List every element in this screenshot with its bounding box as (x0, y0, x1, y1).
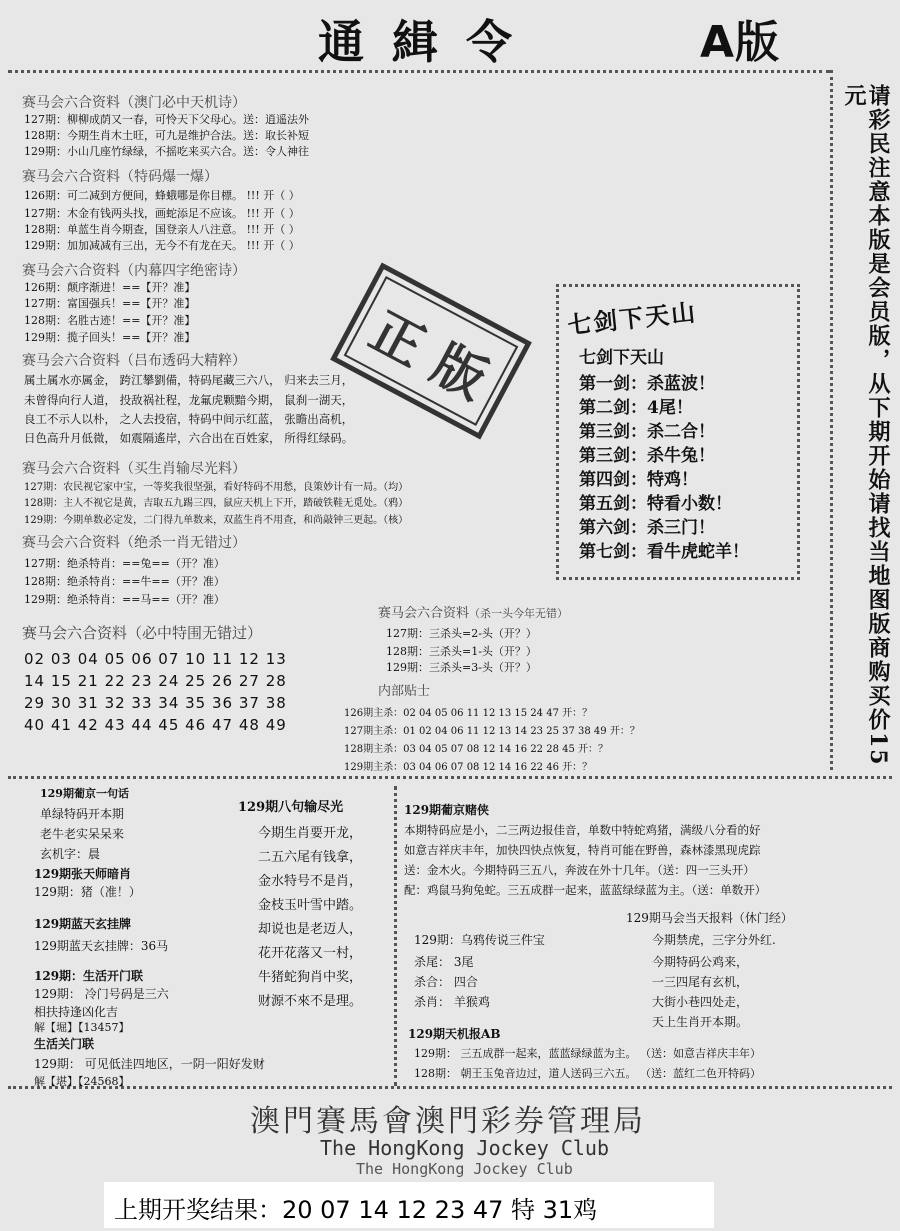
list-item: 杀尾： 3尾 (414, 955, 474, 969)
list-item: 127期：三杀头=2-头（开？） (386, 627, 537, 640)
section-title: 生活关门联 (34, 1037, 95, 1051)
list-item: 第三剑：杀牛兔！ (579, 446, 715, 466)
section-title: 赛马会六合资料（必中特围无错过） (22, 624, 263, 642)
list-item: 金枝玉叶雪中踏。 (258, 898, 363, 913)
list-item: 第二剑：4尾！ (579, 398, 693, 418)
list-item: 财源不來不是理。 (258, 994, 363, 1009)
list-item: 天上生肖开本期。 (652, 1015, 749, 1029)
list-item: 129期： 可见低洼四地区，一阴一阳好发财 (34, 1057, 265, 1071)
list-item: 129期： 三五成群一起来，蓝蓝绿绿蓝为主。 （送：如意吉祥庆丰年） (414, 1047, 761, 1060)
list-item: 129期：猪（准！） (34, 885, 141, 899)
section-title: 129期葡京赌侠 (404, 803, 490, 817)
list-item: 126期：颠序渐进！==【开？准】 (24, 281, 196, 294)
list-item: 杀肖： 羊猴鸡 (414, 995, 490, 1009)
list-item: 129期：今期单数必定发，二门得九单数来，双蓝生肖不用查，和尚敲钟三更起。（核） (24, 515, 409, 526)
list-item: 128期：名胜古迹！==【开？准】 (24, 314, 196, 327)
list-item: 128期： 朝王玉兔音边过，道人送码三六五。 （送：蓝红二色开特码） (414, 1067, 761, 1080)
list-item: 129期：三杀头=3-头（开？） (386, 661, 537, 674)
section-title: 129期张天师暗肖 (34, 867, 132, 881)
list-item: 129期主杀：03 04 06 07 08 12 14 16 22 46 开：？ (344, 762, 593, 773)
list-item: 金水特号不是肖， (258, 874, 363, 889)
number-row: 29 30 31 32 33 34 35 36 37 38 (24, 694, 287, 712)
list-item: 今期生肖要开龙， (258, 826, 363, 841)
number-row: 14 15 21 22 23 24 25 26 27 28 (24, 672, 287, 690)
list-item: 相扶持逢凶化吉 (34, 1005, 119, 1019)
section-title: 赛马会六合资料（绝杀一肖无错过） (22, 535, 246, 551)
seven-swords-box (556, 284, 800, 580)
list-item: 良工不示人以朴， 之人去投宿，特码中间示红蓝， 张瞻出高机， (24, 412, 354, 426)
list-item: 解【堪】【24568】 (34, 1075, 130, 1088)
list-item: 配：鸡鼠马狗兔蛇。三五成群一起来，蓝蓝绿绿蓝为主。（送：单数开） (404, 883, 767, 897)
edition-label: A版 (700, 17, 781, 68)
list-item: 今期禁虎，三字分外红. (652, 933, 776, 947)
list-item: 一三四尾有玄机， (652, 975, 749, 989)
section-title: 赛马会六合资料（吕布透码大精粹） (22, 353, 246, 369)
list-item: 送：金木火。今期特码三五八，奔波在外十几年。（送：四一三头开） (404, 863, 755, 877)
section-title: 内部贴士 (378, 684, 431, 699)
stamp-text: 正 版 (344, 276, 519, 426)
list-item: 126期主杀：02 04 05 06 11 12 13 15 24 47 开：？ (344, 708, 593, 719)
list-item: 杀合： 四合 (414, 975, 478, 989)
section-title: 赛马会六合资料（内幕四字绝密诗） (22, 263, 246, 279)
list-item: 玄机字：晨 (40, 847, 101, 861)
swords-logo: 七剑下天山 (566, 297, 699, 340)
list-item: 127期：绝杀特肖：==兔==（开？准） (24, 557, 225, 570)
list-item: 二五六尾有钱拿， (258, 850, 363, 865)
list-item: 128期：主人不视它是黄，吉取五九踢三四，鼠应天机上下开，踏破铁鞋无觅处。（鸦） (24, 498, 409, 509)
section-title: 赛马会六合资料（买生肖输尽光料） (22, 461, 246, 477)
list-item: 第七剑：看牛虎蛇羊！ (579, 542, 749, 562)
last-draw-result: 上期开奖结果：20 07 14 12 23 47 特 31鸡 (114, 1196, 598, 1224)
middle-divider (8, 776, 892, 779)
list-item: 128期：绝杀特肖：==牛==（开？准） (24, 575, 225, 588)
list-item: 126期：可二减到方便间，蜂蛾哪是你目標。 !!! 开（ ） (24, 189, 300, 202)
list-item: 128期主杀：03 04 05 07 08 12 14 16 22 28 45 开：？ (344, 744, 609, 755)
number-row: 40 41 42 43 44 45 46 47 48 49 (24, 716, 287, 734)
list-item: 解【堀】【13457】 (34, 1021, 130, 1034)
list-item: 129期蓝天玄挂牌：36马 (34, 939, 169, 953)
section-title: 129期葡京一句话 (40, 787, 129, 800)
list-item: 大街小巷四处走， (652, 995, 749, 1009)
list-item: 127期：柳柳成荫又一春，可怜天下父母心。送：逍遥法外 (24, 113, 309, 126)
list-item: 牛猪蛇狗肖中奖， (258, 970, 363, 985)
result-box (104, 1182, 714, 1228)
list-item: 属土属水亦属金， 跨江攀劉備，特码尾藏三六八， 归来去三月， (24, 373, 354, 387)
list-item: 本期特码应是小，二三两边报佳音，单数中特蛇鸡猪，满级八分看的好 (404, 823, 761, 837)
bottom-divider (8, 1086, 892, 1089)
org-name-en: The HongKong Jockey Club (320, 1136, 609, 1160)
section-title: 赛马会六合资料（澳门必中天机诗） (22, 95, 246, 111)
section-title: 129期马会当天报料（休门经） (626, 911, 793, 925)
list-item: 129期：绝杀特肖：==马==（开？准） (24, 593, 225, 606)
list-item: 129期：加加减减有三出，无今不有龙在天。 !!! 开（ ） (24, 239, 300, 252)
org-name-cn: 澳門賽馬會澳門彩券管理局 (250, 1104, 646, 1139)
section-title: 129期：乌鸦传说三件宝 (414, 933, 545, 947)
list-item: 129期：小山几座竹绿绿，不摇吃来买六合。送：令人神往 (24, 145, 309, 158)
list-item: 128期：单蓝生肖今期查，国登亲人八注意。 !!! 开（ ） (24, 223, 300, 236)
list-item: 第五剑：特看小数！ (579, 494, 732, 514)
swords-title: 七剑下天山 (579, 348, 664, 368)
list-item: 128期：今期生肖木土旺，可九是维护合法。送：取长补短 (24, 129, 309, 142)
list-item: 第一剑：杀蓝波！ (579, 374, 715, 394)
top-divider (8, 70, 830, 73)
number-row: 02 03 04 05 06 07 10 11 12 13 (24, 650, 287, 668)
list-item: 却说也是老迈人， (258, 922, 363, 937)
section-title: 129期天机报AB (408, 1027, 501, 1041)
list-item: 今期特码公鸡来， (652, 955, 749, 969)
list-item: 如意吉祥庆丰年，加快四快点恢复，特肖可能在野兽，森林漆黑现虎踪 (404, 843, 761, 857)
member-notice: 请彩民注意本版是会员版，从下期开始请找当地图版商购买价15元 (841, 84, 891, 767)
list-item: 单绿特码开本期 (40, 807, 125, 821)
section-title: 129期八句输尽光 (238, 800, 344, 815)
list-item: 第四剑：特鸡！ (579, 470, 698, 490)
list-item: 127期：农民视它家中宝，一等奖我很坚强，看好特码不用愁，良策妙计有一局。（均） (24, 482, 409, 493)
column-divider (394, 786, 397, 1086)
list-item: 127期：富国强兵！==【开？准】 (24, 297, 196, 310)
section-title: 129期蓝天玄挂牌 (34, 917, 132, 931)
list-item: 未曾得向行人道， 投敌祸社程，龙氟虎颗黯今期， 鼠刹一湖天， (24, 393, 354, 407)
page-title: 通 緝 令 (318, 15, 519, 69)
list-item: 127期：木金有钱两头找，画蛇添足不应该。 !!! 开（ ） (24, 207, 300, 220)
section-title: 赛马会六合资料（特码爆一爆） (22, 169, 218, 185)
list-item: 129期：揽子回头！==【开？准】 (24, 331, 196, 344)
list-item: 128期：三杀头=1-头（开？） (386, 645, 537, 658)
list-item: 老牛老实呆呆来 (40, 827, 125, 841)
org-name-en-small: The HongKong Jockey Club (356, 1160, 573, 1178)
right-divider (830, 70, 833, 770)
list-item: 第三剑：杀二合！ (579, 422, 715, 442)
list-item: 第六剑：杀三门！ (579, 518, 715, 538)
list-item: 花开花落又一村， (258, 946, 363, 961)
list-item: 日色高升月低微， 如震隔遙岸，六合出在百姓家， 所得红绿码。 (24, 431, 354, 445)
list-item: 127期主杀：01 02 04 06 11 12 13 14 23 25 37 38 49 开：？ (344, 726, 640, 737)
authentic-stamp (330, 263, 532, 440)
section-title: 赛马会六合资料（杀一头今年无错） (378, 606, 569, 621)
list-item: 129期： 冷门号码是三六 (34, 987, 169, 1001)
section-title: 129期：生活开门联 (34, 969, 144, 983)
